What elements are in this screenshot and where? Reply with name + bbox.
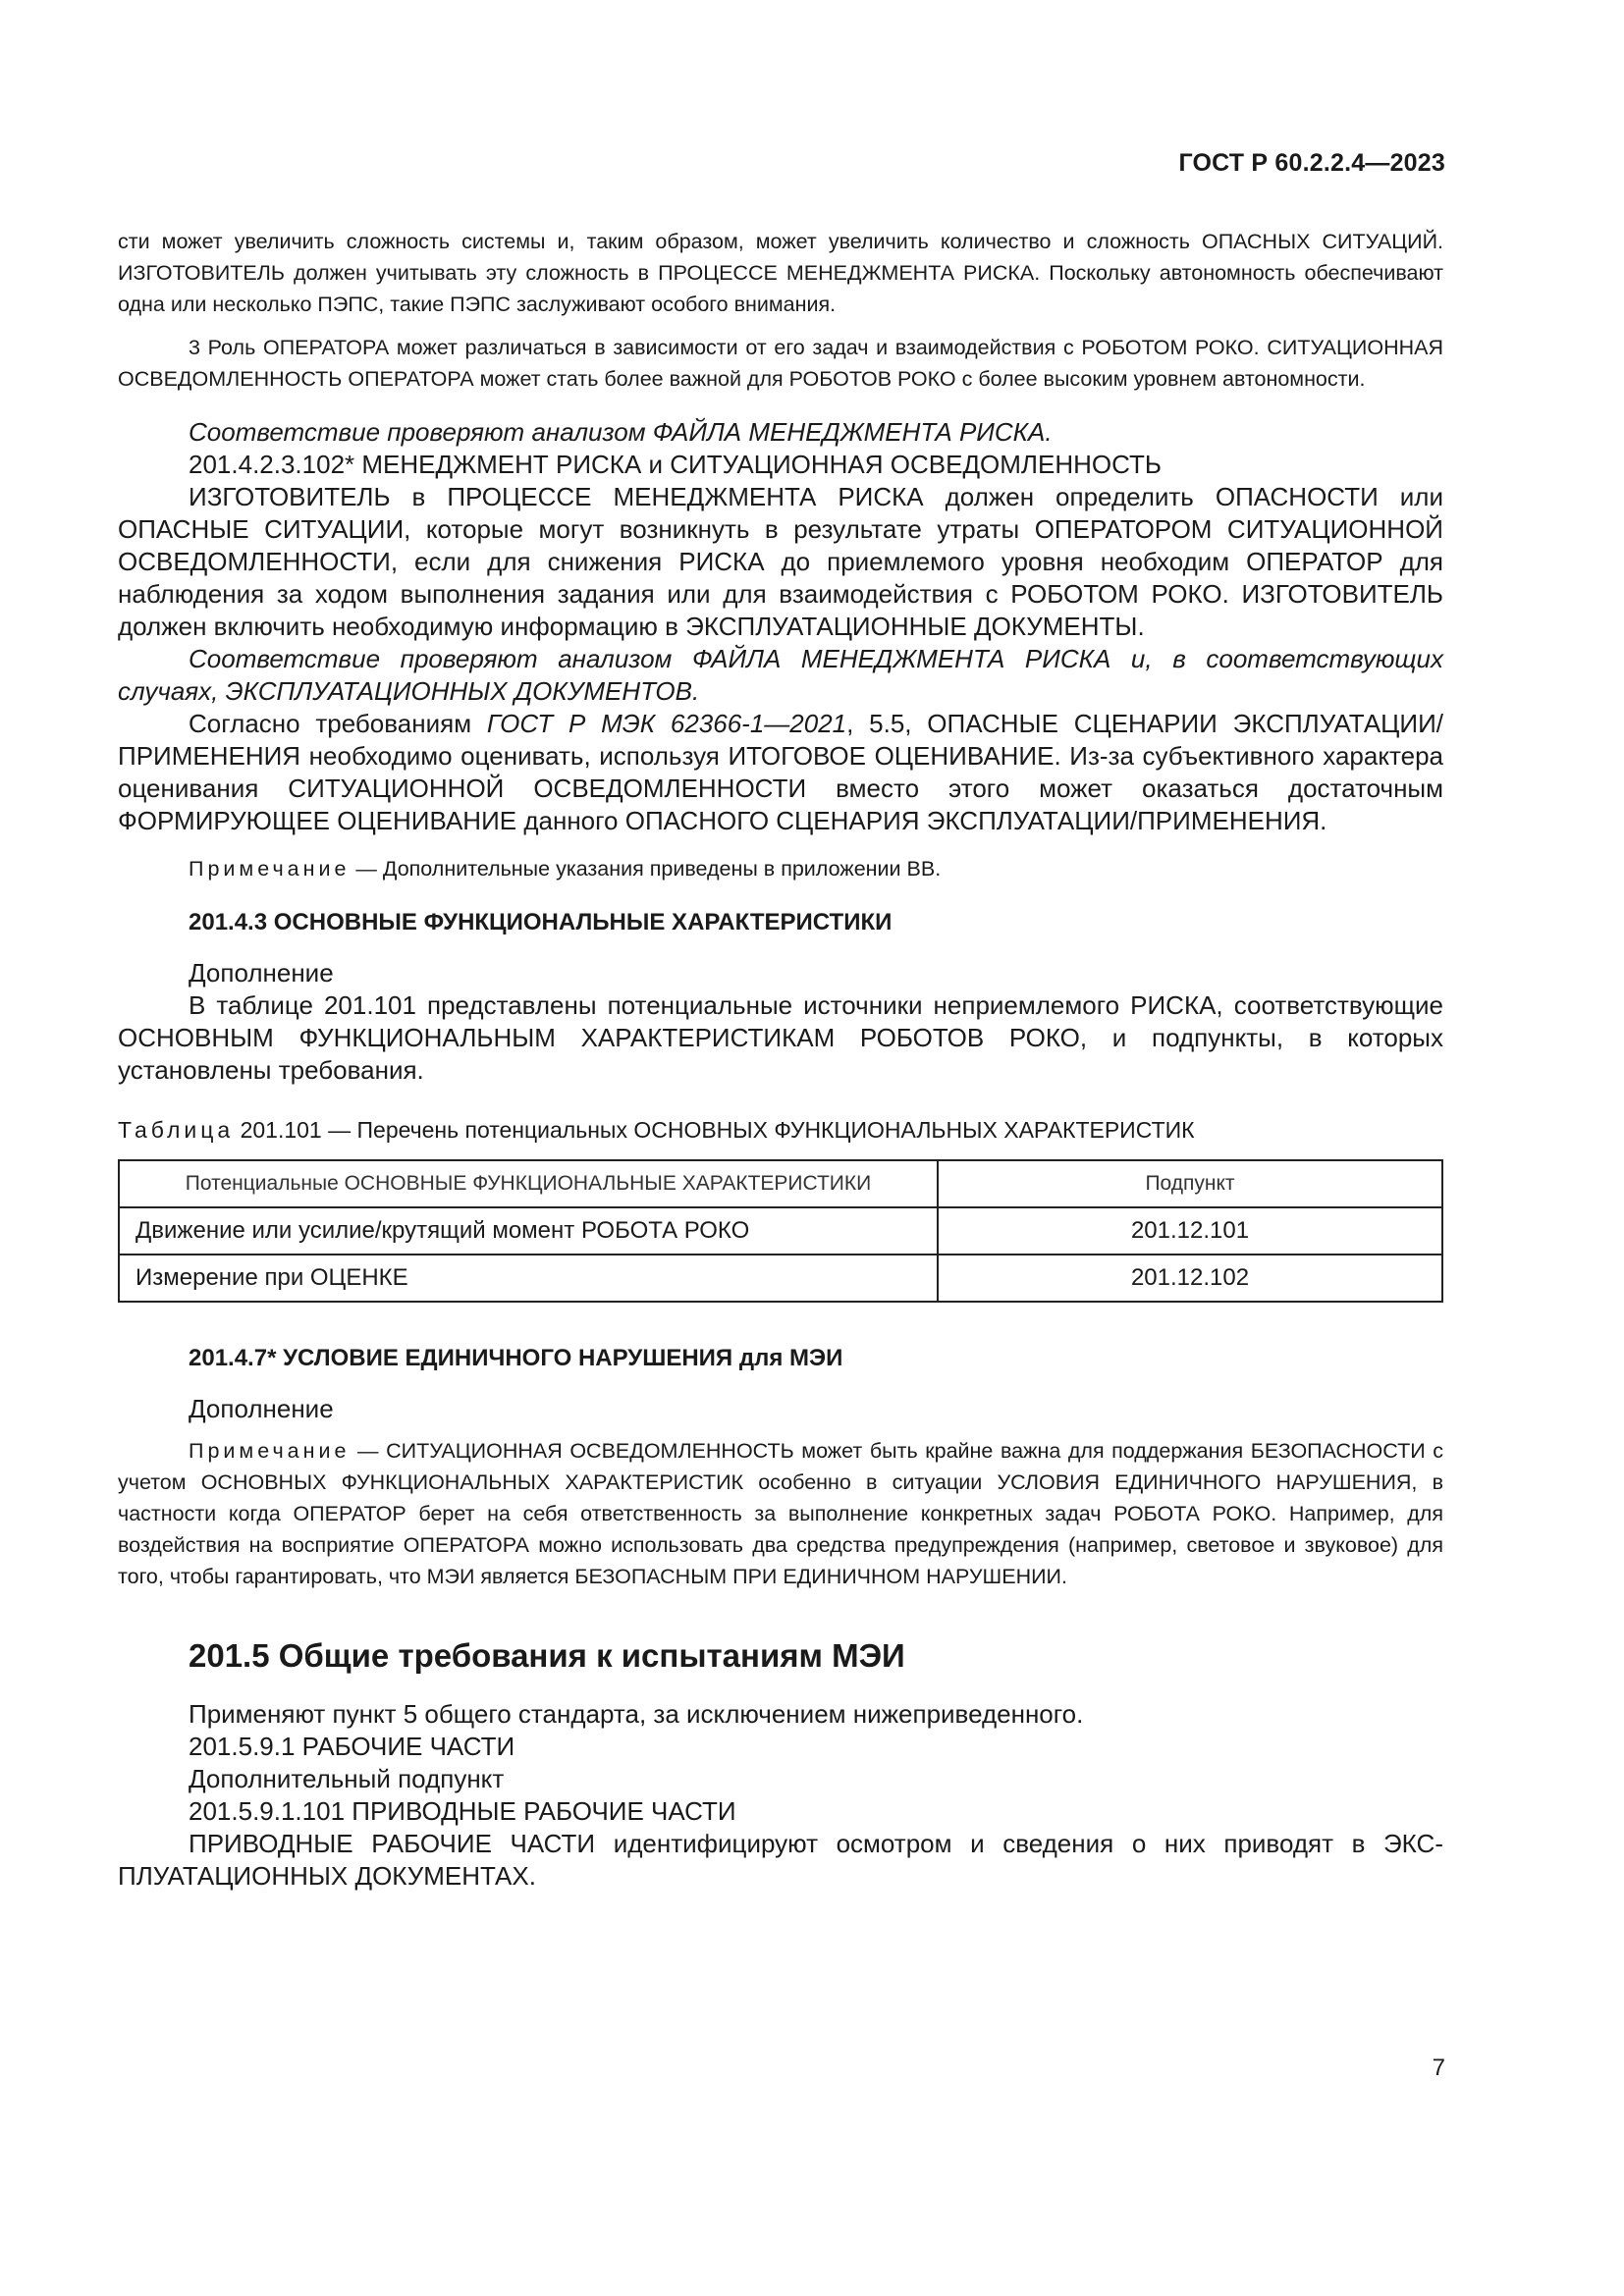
additional-subclause-label: Дополнительный подпункт	[189, 1764, 505, 1793]
paragraph-p1: сти может увеличить сложность системы и, таким образом, может увеличить количество и сложность ОПАСНЫХ СИТУАЦИЙ. ИЗГОТОВИТЕЛЬ должен учитывать эту сложность в ПРОЦЕССЕ МЕНЕДЖМЕНТА РИСКА. Поскольку автономность обеспечивают одна или несколько ПЭПС, такие ПЭПС заслуживают особого внимания.	[118, 230, 1443, 316]
page-content	[118, 226, 1443, 1893]
characteristics-table	[118, 1159, 1443, 1303]
paragraph-p13: ПРИВОДНЫЕ РАБОЧИЕ ЧАСТИ идентифицируют осмотром и сведения о них приводят в ЭКСПЛУАТАЦИОННЫХ ДОКУМЕНТАХ.	[118, 1829, 1443, 1891]
clause-201-4-2-3-102: 201.4.2.3.102* МЕНЕДЖМЕНТ РИСКА и СИТУАЦИОННАЯ ОСВЕДОМЛЕННОСТЬ	[189, 450, 1162, 479]
note-text: — Дополнительные указания приведены в приложении ВВ.	[350, 857, 942, 881]
heading-201-4-7: 201.4.7* УСЛОВИЕ ЕДИНИЧНОГО НАРУШЕНИЯ для МЭИ	[189, 1345, 843, 1371]
table-header-cell: Потенциальные ОСНОВНЫЕ ФУНКЦИОНАЛЬНЫЕ ХАРАКТЕРИСТИКИ	[119, 1160, 938, 1207]
heading-201-5: 201.5 Общие требования к испытаниям МЭИ	[189, 1637, 905, 1674]
table-caption-label: Таблица	[118, 1117, 235, 1143]
table-header-cell: Подпункт	[938, 1160, 1442, 1207]
table-row	[119, 1207, 1442, 1255]
table-cell: Измерение при ОЦЕНКЕ	[119, 1255, 938, 1302]
table-cell: 201.12.101	[938, 1207, 1442, 1255]
p7-part-b: , 5.5, ОПАСНЫЕ СЦЕНАРИИ ЭКСПЛУАТАЦИИ/ПРИМЕНЕНИЯ необходимо оценивать, используя ИТОГОВОЕ ОЦЕНИВАНИЕ. Из-за субъективного характера оценивания СИТУАЦИОННОЙ ОСВЕДОМЛЕННОСТИ вместо этого может оказаться достаточным ФОРМИРУЮЩЕЕ ОЦЕНИВАНИЕ данного ОПАСНОГО СЦЕНАРИЯ ЭКСПЛУАТАЦИИ/ПРИМЕНЕНИЯ.	[118, 709, 1444, 835]
note-text: — СИТУАЦИОННАЯ ОСВЕДОМЛЕННОСТЬ может быть крайне важна для поддержания БЕЗОПАСНОСТИ с учетом ОСНОВНЫХ ФУНКЦИОНАЛЬНЫХ ХАРАКТЕРИСТИК особенно в ситуации УСЛОВИЯ ЕДИНИЧНОГО НАРУШЕНИЯ, в частности когда ОПЕРАТОР берет на себя ответственность за выполнение конкретных задач РОБОТА РОКО. Например, для воздействия на восприятие ОПЕРАТОРА можно использовать два средства предупреждения (например, световое и звуковое) для того, чтобы гарантировать, что МЭИ является БЕЗОПАСНЫМ ПРИ ЕДИНИЧНОМ НАРУШЕНИИ.	[118, 1439, 1443, 1588]
heading-201-4-3: 201.4.3 ОСНОВНЫЕ ФУНКЦИОНАЛЬНЫЕ ХАРАКТЕРИСТИКИ	[189, 909, 893, 935]
note-1	[118, 853, 1443, 884]
table-cell: 201.12.102	[938, 1255, 1442, 1302]
compliance-check-1: Соответствие проверяют анализом ФАЙЛА МЕНЕДЖМЕНТА РИСКА.	[189, 417, 1053, 447]
paragraph-p7	[118, 708, 1443, 837]
paragraph-p5: ИЗГОТОВИТЕЛЬ в ПРОЦЕССЕ МЕНЕДЖМЕНТА РИСКА должен определить ОПАСНОСТИ или ОПАСНЫЕ СИТУАЦИИ, которые могут возникнуть в результате утраты ОПЕРАТОРОМ СИТУАЦИОННОЙ ОСВЕДОМЛЕННОСТИ, если для снижения РИСКА до приемлемого уровня необходим ОПЕРАТОР для наблюдения за ходом выполнения задания или для взаимодействия с РОБОТОМ РОКО. ИЗГОТОВИТЕЛЬ должен включить необходимую информацию в ЭКСПЛУАТАЦИОННЫЕ ДОКУМЕНТЫ.	[118, 482, 1443, 641]
note-label: Примечание	[189, 857, 351, 881]
page-number: 7	[1432, 2055, 1445, 2081]
p7-part-a: Согласно требованиям	[189, 709, 487, 738]
standard-reference: ГОСТ Р МЭК 62366-1—2021	[486, 709, 847, 738]
paragraph-p9: Применяют пункт 5 общего стандарта, за исключением нижеприведенного.	[189, 1699, 1084, 1729]
note-label: Примечание	[189, 1439, 351, 1463]
clause-201-5-9-1: 201.5.9.1 РАБОЧИЕ ЧАСТИ	[189, 1732, 515, 1761]
table-header-row	[119, 1160, 1442, 1207]
addition-label-2: Дополнение	[189, 1394, 334, 1423]
table-row	[119, 1255, 1442, 1302]
table-cell: Движение или усилие/крутящий момент РОБОТА РОКО	[119, 1207, 938, 1255]
paragraph-p8: В таблице 201.101 представлены потенциальные источники неприемлемого РИСКА, соответствующие ОСНОВНЫМ ФУНКЦИОНАЛЬНЫМ ХАРАКТЕРИСТИКАМ РОБОТОВ РОКО, и подпункты, в которых установлены требования.	[118, 990, 1443, 1085]
paragraph-note3: 3 Роль ОПЕРАТОРА может различаться в зависимости от его задач и взаимодействия с РОБОТОМ РОКО. СИТУАЦИОННАЯ ОСВЕДОМЛЕННОСТЬ ОПЕРАТОРА может стать более важной для РОБОТОВ РОКО с более высоким уровнем автономности.	[118, 336, 1443, 391]
document-code: ГОСТ Р 60.2.2.4—2023	[1178, 149, 1445, 177]
clause-201-5-9-1-101: 201.5.9.1.101 ПРИВОДНЫЕ РАБОЧИЕ ЧАСТИ	[189, 1796, 736, 1826]
note-2	[118, 1435, 1443, 1592]
table-caption	[118, 1114, 1443, 1146]
compliance-check-2: Соответствие проверяют анализом ФАЙЛА МЕНЕДЖМЕНТА РИСКА и, в соответствующих случаях, ЭКСПЛУАТАЦИОННЫХ ДОКУМЕНТОВ.	[118, 644, 1443, 706]
addition-label-1: Дополнение	[189, 958, 334, 988]
table-caption-text: 201.101 — Перечень потенциальных ОСНОВНЫХ ФУНКЦИОНАЛЬНЫХ ХАРАКТЕРИСТИК	[234, 1117, 1195, 1143]
